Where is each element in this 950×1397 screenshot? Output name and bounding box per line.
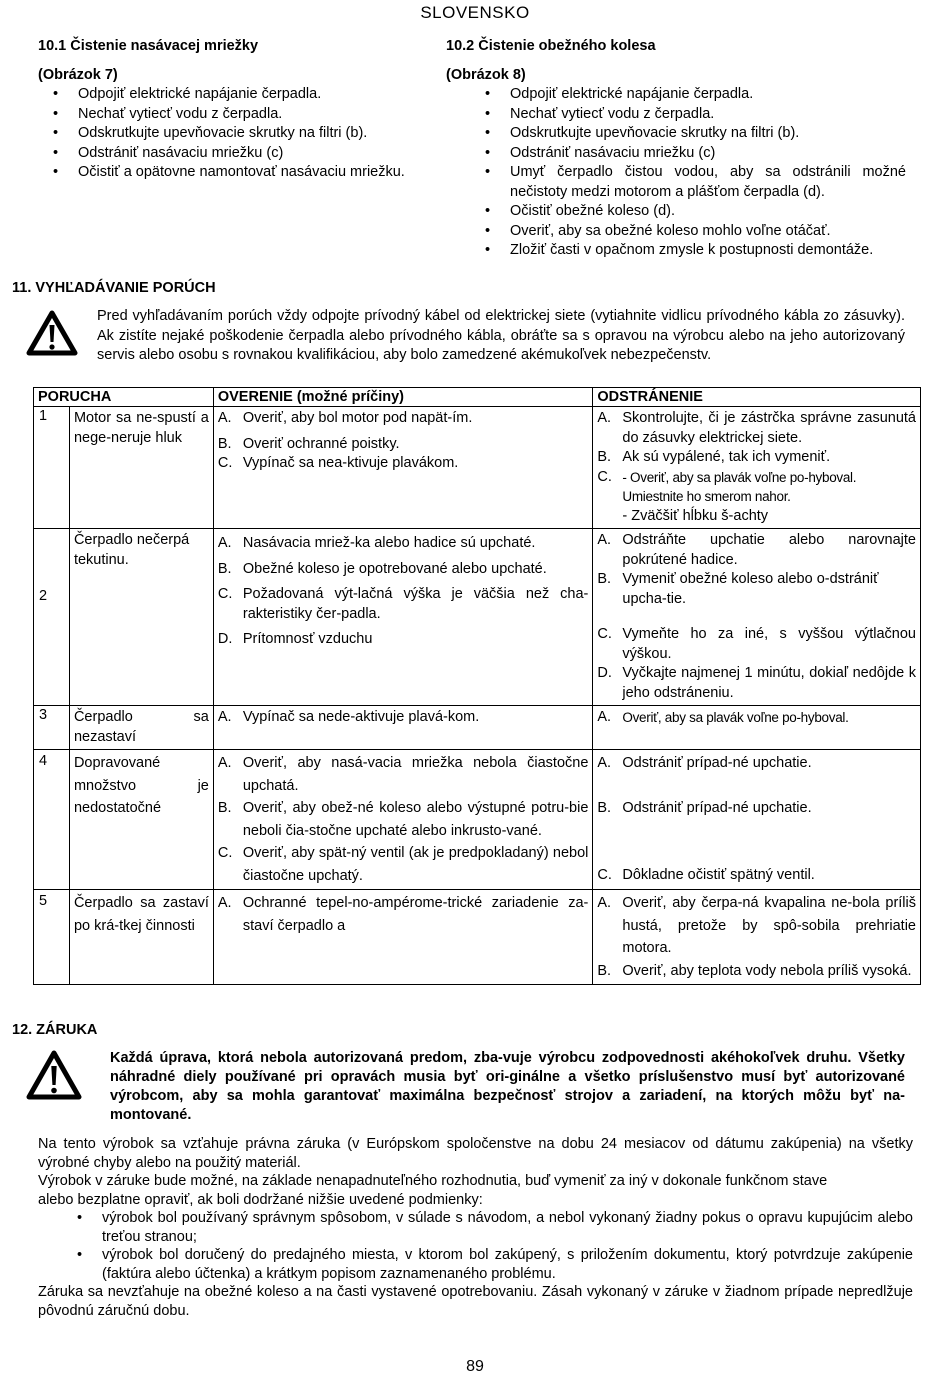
section-title: 10.1 Čistenie nasávacej mriežky [38,38,259,54]
paragraph: alebo bezplatne opraviť, ak boli dodržané nižšie uvedené podmienky: [38,1191,483,1208]
remedy-item: C. Dôkladne očistiť spätný ventil. [597,867,815,883]
fault-cell [69,407,213,529]
warning-icon [26,1050,82,1100]
causes-cell [213,890,593,985]
warning-text: Pred vyhľadávaním porúch vždy odpojte prívodný kábel od elektrickej siete (vytiahnite vidlicu prívodného kábla zo zásuvky). Ak zistíte nejaké poškodenie čerpadla alebo prívodného kábla, obráťte sa s opravou na výrobcu alebo na jeho autorizovaný servis alebo osobu s rovnakou kvalifikáciou, aby bolo zamedzené akémukoľvek nebezpečenstv. [97,308,905,363]
warranty-body [38,1135,913,1320]
cause-item: B. Overiť, aby obež-né koleso alebo výstupné potru-bie neboli čia-stočne upchaté alebo inkrusto-vané. [217,800,589,839]
cause-item: C. Požadovaná výt-lačná výška je väčšia než cha-rakteristiky čer-padla. [217,586,589,622]
remedy-item: A. Odstrániť prípad-né upchatie. [597,755,812,771]
warning-icon [26,310,78,356]
table-row [34,529,921,706]
table-row [34,706,921,750]
list-item: • Nechať vytiecť vodu z čerpadla. [38,105,408,125]
cause-item: A. Vypínač sa nede-aktivuje plavá-kom. [217,709,480,725]
column-header: ODSTRÁNENIE [593,388,921,407]
list-item: • Overiť, aby sa obežné koleso mohlo voľne otáčať. [470,222,906,242]
fault-table [33,387,921,985]
causes-cell [213,706,593,750]
causes-cell [213,407,593,529]
list-item: • Nechať vytiecť vodu z čerpadla. [470,105,906,125]
cause-item: A. Overiť, aby bol motor pod napät-ím. [217,410,473,426]
remedy-item: B. Overiť, aby teplota vody nebola príliš vysoká. [597,962,912,979]
causes-cell [213,750,593,890]
cause-item: C. Overiť, aby spät-ný ventil (ak je predpokladaný) nebol čiastočne upchatý. [217,845,589,884]
page-header: SLOVENSKO [420,3,530,22]
section-10-1 [38,37,408,183]
table-row [34,890,921,985]
remedy-item: A. Overiť, aby sa plavák voľne po-hyboval. [597,709,849,725]
cause-item: B. Obežné koleso je opotrebované alebo upchaté. [217,560,547,577]
fault-text: Čerpadlo sa zastaví po krá-tkej činnosti [73,895,209,934]
list-item: • Umyť čerpadlo čistou vodou, aby sa odstránili možné nečistoty medzi motorom a plášťom čerpadla (d). [470,163,906,202]
fault-text: Čerpadlo nečerpá tekutinu. [73,532,190,568]
cause-item: B. Overiť ochranné poistky. [217,435,400,452]
list-item: • Odpojiť elektrické napájanie čerpadla. [470,85,906,105]
cause-item: D. Prítomnosť vzduchu [217,631,373,647]
warranty-warning-text: Každá úprava, ktorá nebola autorizovaná predom, zba-vuje výrobcu zodpovednosti akéhokoľvek druhu. Všetky náhradné diely používané pri opravách musia byť ori-ginálne a všetko príslušenstvo musí byť autorizované výrobcom, aby sa mohla garantovať maximálna bezpečnosť strojov a zariadení, na ktorých môžu byť na-montované. [110,1050,905,1123]
steps-list [38,85,408,183]
fault-cell [69,529,213,706]
cause-item: C. Vypínač sa nea-ktivuje plavákom. [217,455,459,471]
fault-text: Čerpadlo sa nezastaví [73,709,209,745]
row-number: 3 [34,706,70,750]
list-item: • Odpojiť elektrické napájanie čerpadla. [38,85,408,105]
figure-ref: (Obrázok 8) [446,66,526,83]
remedy-item: A. Overiť, aby čerpa-ná kvapalina ne-bola príliš hustá, pretože by spô-sobila prehriatie motora. [597,895,916,956]
steps-list [470,85,906,261]
paragraph: Záruka sa nevzťahuje na obežné koleso a na časti vystavené opotrebovaniu. Zásah vykonaný v záruke v žiadnom prípade nepredlžuje pôvodnú záručnú dobu. [38,1284,913,1319]
fault-text: Motor sa ne-spustí a nege-neruje hluk [73,410,209,446]
cause-item: A. Ochranné tepel-no-ampérome-trické zariadenie za-staví čerpadlo a [217,895,589,934]
table-row [34,750,921,890]
list-item: • Očistiť a opätovne namontovať nasávaciu mriežku. [38,163,408,183]
fault-text: Dopravované množstvo je nedostatočné [73,755,209,816]
row-number: 2 [34,529,70,706]
cause-item: A. Overiť, aby nasá-vacia mriežka nebola čiastočne upchatá. [217,755,589,794]
section-10-2 [446,37,906,261]
row-number: 4 [34,750,70,890]
paragraph: Na tento výrobok sa vzťahuje právna záruka (v Európskom spoločenstve na dobu 24 mesiacov od dátumu zakúpenia) na všetky výrobné chyby alebo na použitý materiál. [38,1136,913,1171]
row-number: 1 [34,407,70,529]
remedies-cell [593,407,921,529]
section-title: 11. VYHĽADÁVANIE PORÚCH [12,280,216,296]
list-item: • Odstrániť nasávaciu mriežku (c) [470,144,906,164]
remedies-cell [593,890,921,985]
remedy-item: B. Ak sú vypálené, tak ich vymeniť. [597,449,831,465]
list-item: • Očistiť obežné koleso (d). [470,202,906,222]
section-title: 10.2 Čistenie obežného kolesa [446,38,656,54]
page-number: 89 [466,1358,484,1375]
remedy-item: A. Odstráňte upchatie alebo narovnajte pokrútené hadice. [597,532,916,568]
list-item: • výrobok bol používaný správnym spôsobom, v súlade s návodom, a nebol vykonaný žiadny pokus o opravu kupujúcim alebo treťou stranou; [62,1209,913,1246]
fault-cell [69,706,213,750]
conditions-list [62,1209,913,1283]
list-item: • Odstrániť nasávaciu mriežku (c) [38,144,408,164]
list-item: • Odskrutkujte upevňovacie skrutky na filtri (b). [470,124,906,144]
paragraph: Výrobok v záruke bude možné, na základe nenapadnuteľného rozhodnutia, buď vymeniť za iný v dokonale funkčnom stave [38,1173,828,1189]
remedy-item: C. - Overiť, aby sa plavák voľne po-hyboval. Umiestnite ho smerom nahor. [597,468,857,504]
remedy-item: C. Vymeňte ho za iné, s vyššou výtlačnou výškou. [597,626,916,662]
column-header: PORUCHA [34,388,214,407]
table-row [34,407,921,529]
remedy-item: B. Vymeniť obežné koleso alebo o-dstrániť upcha-tie. [597,571,879,607]
table-header-row [34,388,921,407]
fault-cell [69,750,213,890]
list-item: • Odskrutkujte upevňovacie skrutky na filtri (b). [38,124,408,144]
remedy-item: - Zväčšiť hĺbku š-achty [622,507,769,524]
row-number: 5 [34,890,70,985]
remedies-cell [593,529,921,706]
list-item: • Zložiť časti v opačnom zmysle k postupnosti demontáže. [470,241,906,261]
causes-cell [213,529,593,706]
remedies-cell [593,706,921,750]
remedy-item: B. Odstrániť prípad-né upchatie. [597,799,812,816]
fault-cell [69,890,213,985]
remedies-cell [593,750,921,890]
remedy-item: A. Skontrolujte, či je zástrčka správne zasunutá do zásuvky elektrickej siete. [597,410,916,446]
figure-ref: (Obrázok 7) [38,66,118,83]
column-header: OVERENIE (možné príčiny) [213,388,593,407]
section-title: 12. ZÁRUKA [12,1022,98,1038]
cause-item: A. Nasávacia mriež-ka alebo hadice sú upchaté. [217,535,536,551]
list-item: • výrobok bol doručený do predajného miesta, v ktorom bol zakúpený, s priložením dokumentu, ktorý potvrdzuje zakúpenie (faktúra alebo účtenka) a krátkym popisom zaznamenaného problému. [62,1246,913,1283]
remedy-item: D. Vyčkajte najmenej 1 minútu, dokiaľ nedôjde k jeho odstráneniu. [597,665,916,701]
